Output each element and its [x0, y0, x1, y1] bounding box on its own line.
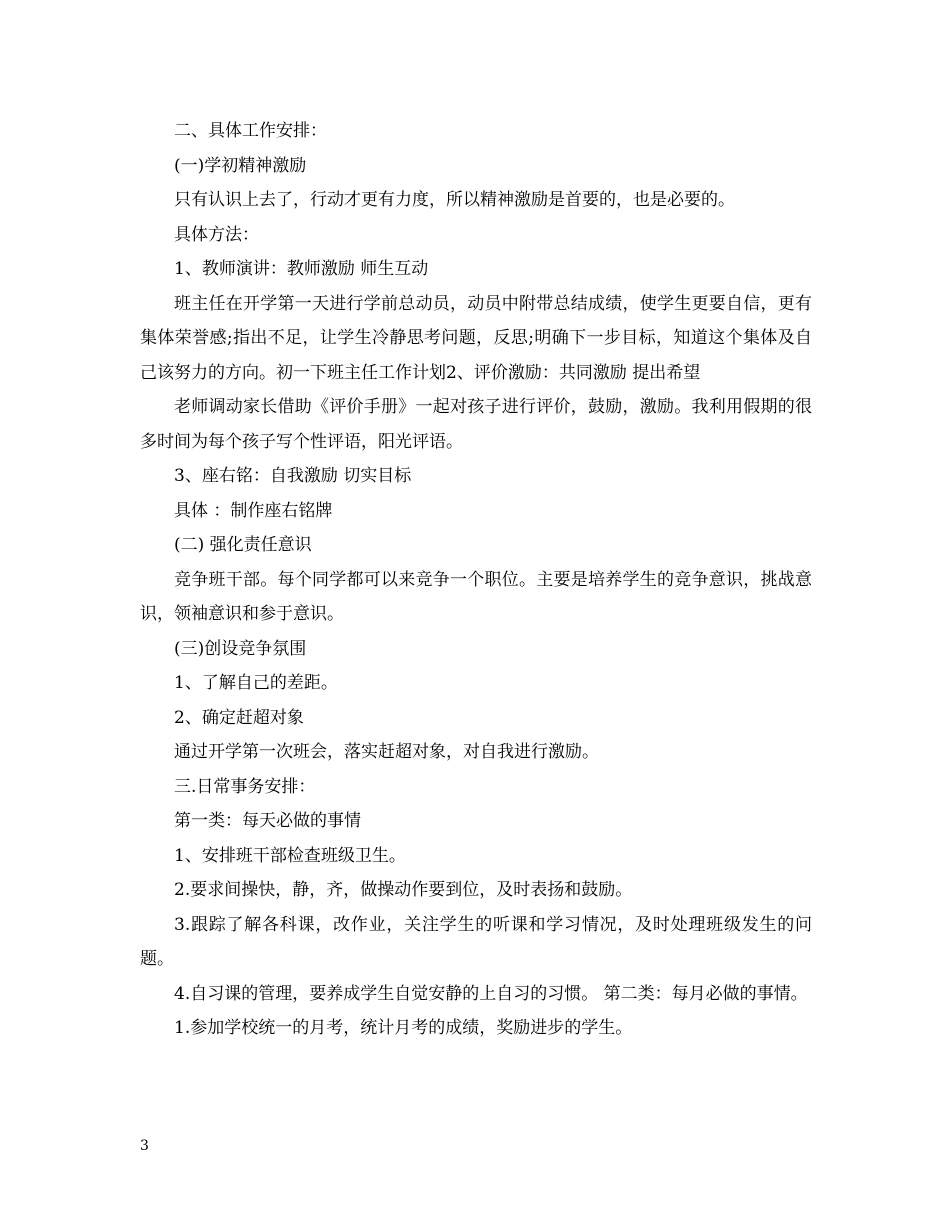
category-heading: 第一类：每天必做的事情 [174, 811, 361, 831]
subsection-heading-spirit-motivation: (一)学初精神激励 [174, 155, 307, 176]
document-body [140, 114, 812, 1046]
paragraph: 具体 ：制作座右铭牌 [174, 500, 333, 521]
list-item: 2、确定赶超对象 [174, 707, 304, 728]
paragraph: 通过开学第一次班会，落实赶超对象，对自我进行激励。 [174, 742, 599, 762]
section-heading-daily-affairs: 三.日常事务安排： [174, 776, 316, 797]
list-item: 1、安排班干部检查班级卫生。 [174, 845, 406, 866]
subsection-heading-competition: (三)创设竞争氛围 [174, 638, 307, 659]
list-item: 1、教师演讲：教师激励 师生互动 [174, 259, 429, 279]
list-item: 3、座右铭：自我激励 切实目标 [174, 466, 412, 486]
list-item: 2.要求间操快，静，齐，做操动作要到位，及时表扬和鼓励。 [174, 880, 633, 900]
list-item: 4.自习课的管理，要养成学生自觉安静的上自习的习惯。 第二类：每月必做的事情。 [174, 983, 808, 1004]
page-number: 3 [140, 1138, 149, 1154]
paragraph: 班主任在开学第一天进行学前总动员，动员中附带总结成绩，使学生更要自信，更有集体荣誉感;指出不足，让学生冷静思考问题，反思;明确下一步目标，知道这个集体及自己该努力的方向。初一下班主任工作计划2、评价激励：共同激励 提出希望 [140, 293, 812, 383]
subsection-heading-responsibility: (二) 强化责任意识 [174, 535, 312, 555]
section-heading-work-arrangement: 二、具体工作安排： [174, 121, 327, 141]
paragraph: 老师调动家长借助《评价手册》一起对孩子进行评价，鼓励，激励。我利用假期的很多时间为每个孩子写个性评语，阳光评语。 [140, 397, 812, 452]
paragraph: 竞争班干部。每个同学都可以来竞争一个职位。主要是培养学生的竞争意识，挑战意识，领袖意识和参于意识。 [140, 569, 812, 624]
paragraph: 只有认识上去了，行动才更有力度，所以精神激励是首要的，也是必要的。 [174, 190, 735, 210]
list-item: 1、了解自己的差距。 [174, 673, 338, 693]
list-item: 3.跟踪了解各科课，改作业，关注学生的听课和学习情况，及时处理班级发生的问题。 [140, 914, 812, 969]
paragraph: 具体方法： [174, 224, 259, 245]
list-item: 1.参加学校统一的月考，统计月考的成绩，奖励进步的学生。 [174, 1018, 633, 1038]
